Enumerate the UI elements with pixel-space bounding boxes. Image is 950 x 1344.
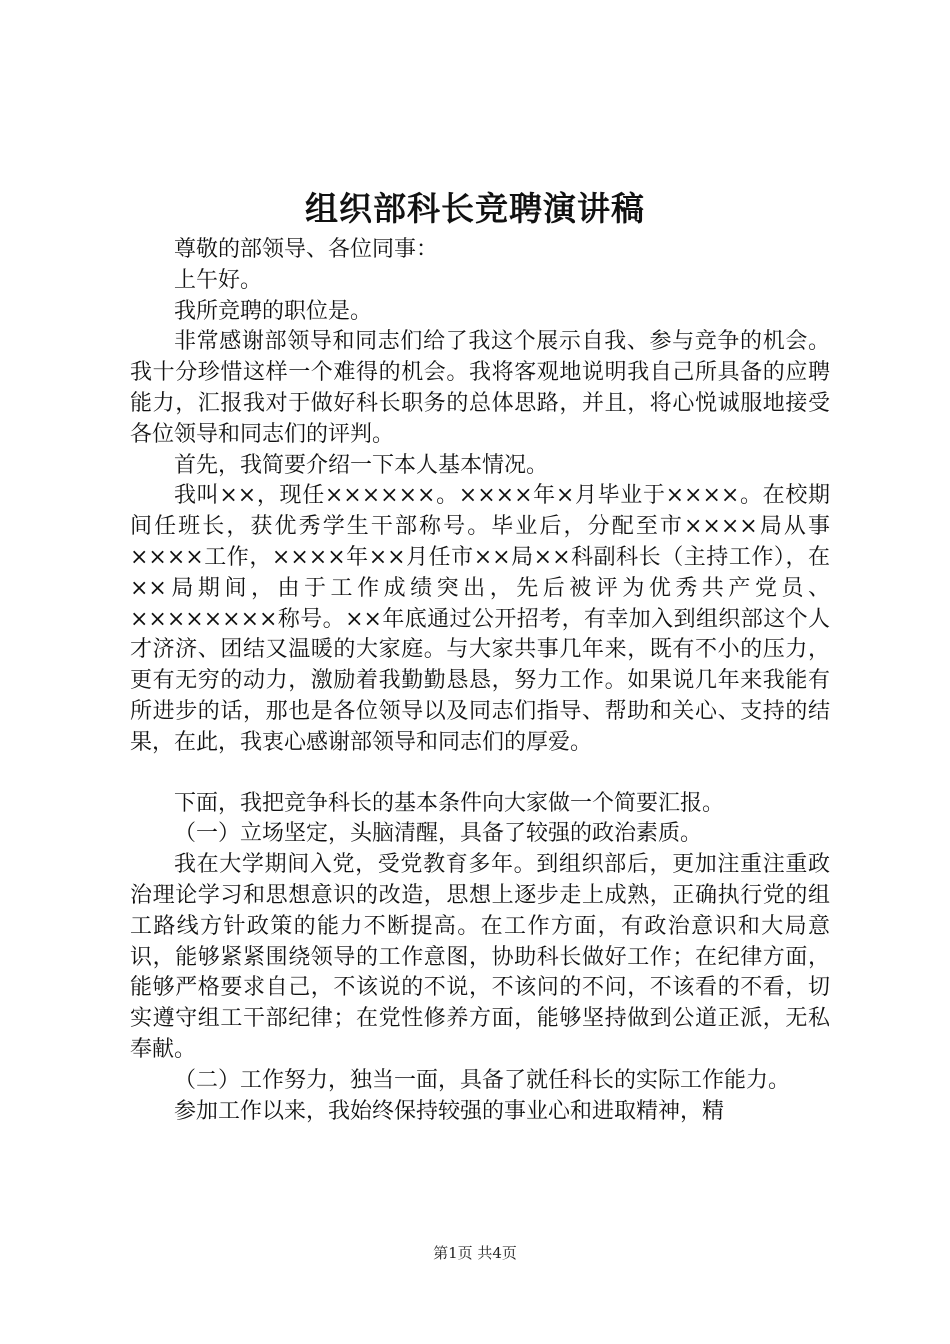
- salutation: 尊敬的部领导、各位同事：: [174, 237, 439, 262]
- page-number-footer: 第1页 共4页: [433, 1244, 517, 1262]
- paragraph-work: 参加工作以来，我始终保持较强的事业心和进取精神，精: [174, 1098, 725, 1124]
- section-heading-2: （二）工作努力，独当一面，具备了就任科长的实际工作能力。: [174, 1067, 791, 1093]
- position-line: 我所竞聘的职位是。: [174, 298, 373, 324]
- paragraph-thanks: 非常感谢部领导和同志们给了我这个展示自我、参与竞争的机会。我十分珍惜这样一个难得的机会。我将客观地说明我自己所具备的应聘能力，汇报我对于做好科长职务的总体思路，并且，将心悦诚服地接受各位领导和同志们的评判。: [130, 329, 830, 447]
- paragraph-intro: 首先，我简要介绍一下本人基本情况。: [174, 452, 549, 478]
- paragraph-conditions: 下面，我把竞争科长的基本条件向大家做一个简要汇报。: [174, 790, 725, 816]
- greeting: 上午好。: [174, 267, 263, 293]
- section-heading-1: （一）立场坚定，头脑清醒，具备了较强的政治素质。: [174, 821, 703, 847]
- document-title: 组织部科长竞聘演讲稿: [305, 189, 645, 228]
- paragraph-background: 我叫××，现任××××××。××××年×月毕业于××××。在校期间任班长，获优秀学生干部称号。毕业后，分配至市××××局从事××××工作，××××年××月任市××局××科副科长（主持工作），在××局期间，由于工作成绩突出，先后被评为优秀共产党员、××××××××称号。××年底通过公开招考，有幸加入到组织部这个人才济济、团结又温暖的大家庭。与大家共事几年来，既有不小的压力，更有无穷的动力，激励着我勤勤恳恳，努力工作。如果说几年来我能有所进步的话，那也是各位领导以及同志们指导、帮助和关心、支持的结果，在此，我衷心感谢部领导和同志们的厚爱。: [130, 483, 830, 755]
- paragraph-political: 我在大学期间入党，受党教育多年。到组织部后，更加注重注重政治理论学习和思想意识的改造，思想上逐步走上成熟，正确执行党的组工路线方针政策的能力不断提高。在工作方面，有政治意识和大局意识，能够紧紧围绕领导的工作意图，协助科长做好工作；在纪律方面，能够严格要求自己，不该说的不说，不该问的不问，不该看的不看，切实遵守组工干部纪律；在党性修养方面，能够坚持做到公道正派，无私奉献。: [130, 852, 830, 1062]
- document-body: [130, 235, 830, 1127]
